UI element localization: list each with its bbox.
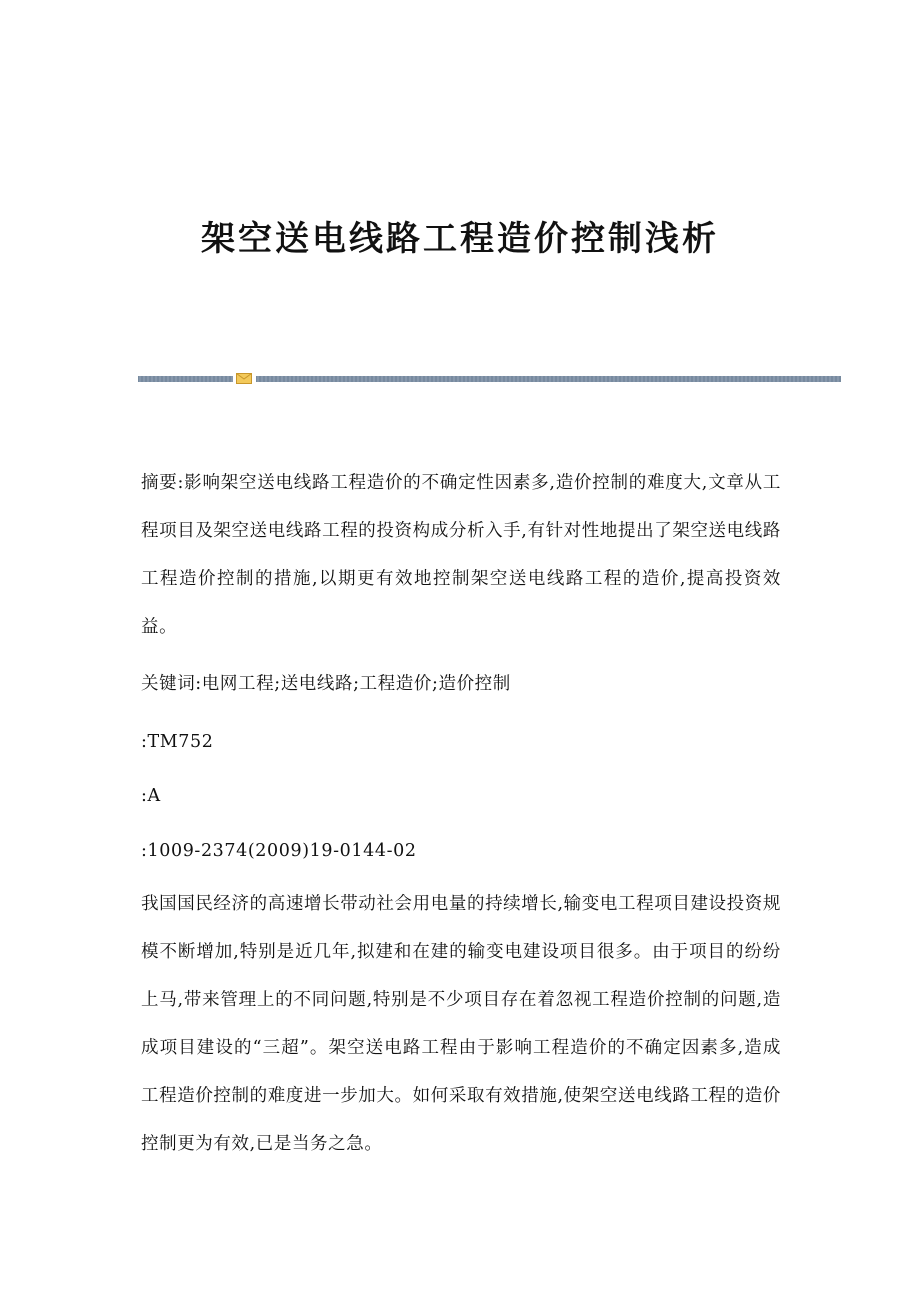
document-title: 架空送电线路工程造价控制浅析 bbox=[201, 219, 719, 259]
abstract-paragraph: 摘要:影响架空送电线路工程造价的不确定性因素多,造价控制的难度大,文章从工程项目及架空送电线路工程的投资构成分析入手,有针对性地提出了架空送电线路工程造价控制的措施,以期更有效地控制架空送电线路工程的造价,提高投资效益。 bbox=[141, 473, 781, 637]
clc-number: :TM752 bbox=[141, 732, 214, 752]
divider-bar-right bbox=[256, 376, 841, 382]
title-divider bbox=[138, 373, 841, 385]
envelope-icon bbox=[236, 373, 252, 384]
article-id: :1009-2374(2009)19-0144-02 bbox=[141, 841, 417, 861]
keywords-line: 关键词:电网工程;送电线路;工程造价;造价控制 bbox=[141, 674, 511, 694]
document-code: :A bbox=[141, 786, 161, 806]
intro-paragraph: 我国国民经济的高速增长带动社会用电量的持续增长,输变电工程项目建设投资规模不断增加,特别是近几年,拟建和在建的输变电建设项目很多。由于项目的纷纷上马,带来管理上的不同问题,特别是不少项目存在着忽视工程造价控制的问题,造成项目建设的“三超”。架空送电路工程由于影响工程造价的不确定因素多,造成工程造价控制的难度进一步加大。如何采取有效措施,使架空送电线路工程的造价控制更为有效,已是当务之急。 bbox=[141, 894, 781, 1154]
divider-bar-left bbox=[138, 376, 233, 382]
